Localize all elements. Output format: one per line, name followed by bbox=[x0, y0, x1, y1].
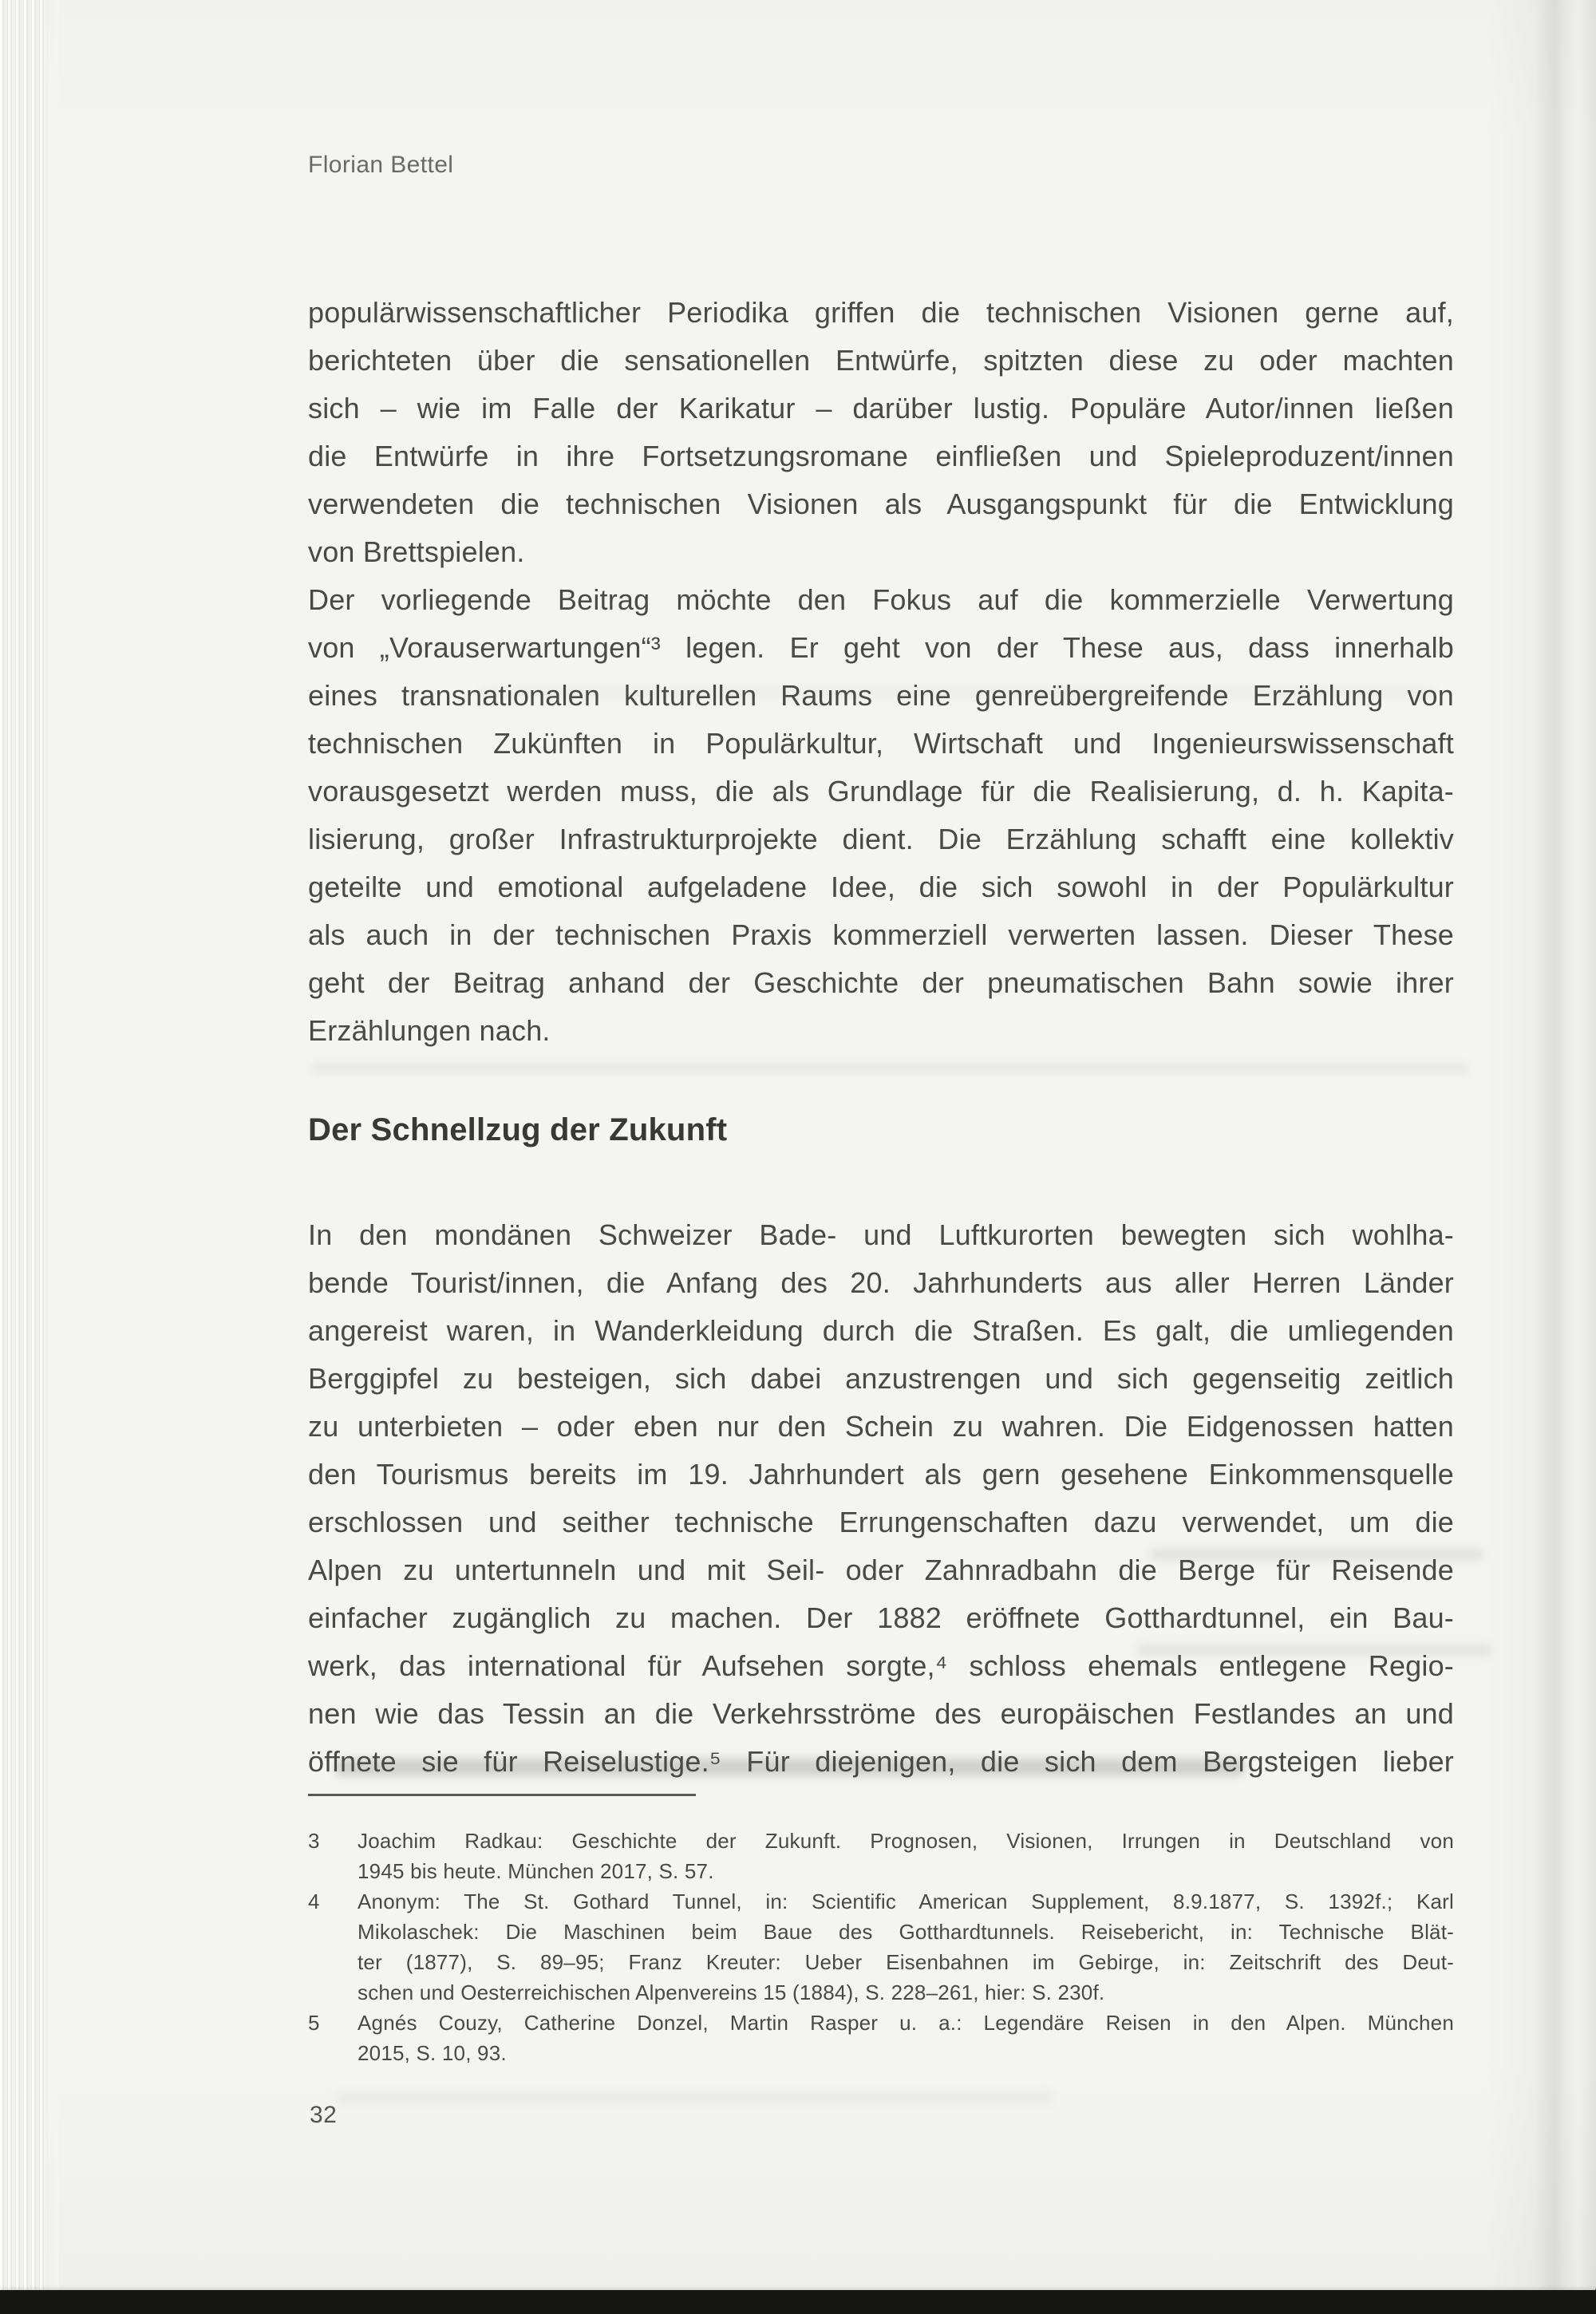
text-line: von „Vorauserwartungen“³ legen. Er geht von der These aus, dass innerhalb bbox=[308, 631, 1454, 664]
text-line: öffnete sie für Reiselustige.⁵ Für diejenigen, die sich dem Bergsteigen lieber bbox=[308, 1745, 1454, 1778]
footnote-line: Anonym: The St. Gothard Tunnel, in: Scientific American Supplement, 8.9.1877, S. 1392f.; Karl bbox=[358, 1890, 1454, 1913]
author-header: Florian Bettel bbox=[308, 152, 454, 178]
page-edge-stack bbox=[0, 0, 48, 2295]
text-line: zu unterbieten – oder eben nur den Schein zu wahren. Die Eidgenossen hatten bbox=[308, 1410, 1454, 1443]
text-line: die Entwürfe in ihre Fortsetzungsromane einfließen und Spieleproduzent/innen bbox=[308, 440, 1454, 472]
footnote-line: Joachim Radkau: Geschichte der Zukunft. Prognosen, Visionen, Irrungen in Deutschland von bbox=[358, 1829, 1454, 1853]
gutter-shadow bbox=[1484, 0, 1596, 2295]
text-line: einfacher zugänglich zu machen. Der 1882 eröffnete Gotthardtunnel, ein Bau- bbox=[308, 1601, 1454, 1634]
text-line: eines transnationalen kulturellen Raums eine genreübergreifende Erzählung von bbox=[308, 679, 1454, 712]
footnote-text bbox=[358, 1886, 1454, 2008]
text-line: vorausgesetzt werden muss, die als Grundlage für die Realisierung, d. h. Kapita- bbox=[308, 775, 1454, 808]
text-line: angereist waren, in Wanderkleidung durch die Straßen. Es galt, die umliegenden bbox=[308, 1314, 1454, 1347]
scanner-bed-strip bbox=[0, 2290, 1596, 2314]
text-line: In den mondänen Schweizer Bade- und Luftkurorten bewegten sich wohlha- bbox=[308, 1218, 1454, 1251]
footnote-line: 1945 bis heute. München 2017, S. 57. bbox=[358, 1859, 714, 1883]
text-line: als auch in der technischen Praxis kommerziell verwerten lassen. Dieser These bbox=[308, 918, 1454, 951]
footnote-line: 2015, S. 10, 93. bbox=[358, 2041, 507, 2065]
footnote-text bbox=[358, 1826, 1454, 1886]
footnote-rule bbox=[308, 1794, 696, 1796]
section-heading: Der Schnellzug der Zukunft bbox=[308, 1112, 728, 1147]
footnote-line: Mikolaschek: Die Maschinen beim Baue des Gotthardtunnels. Reisebericht, in: Technische Blät- bbox=[358, 1920, 1454, 1944]
text-line: geteilte und emotional aufgeladene Idee, die sich sowohl in der Populärkultur bbox=[308, 871, 1454, 903]
text-line: technischen Zukünften in Populärkultur, Wirtschaft und Ingenieurswissenschaft bbox=[308, 727, 1454, 760]
footnote-line: Agnés Couzy, Catherine Donzel, Martin Rasper u. a.: Legendäre Reisen in den Alpen. München bbox=[358, 2011, 1454, 2035]
text-line: geht der Beitrag anhand der Geschichte der pneumatischen Bahn sowie ihrer bbox=[308, 966, 1454, 999]
footnote-line: schen und Oesterreichischen Alpenvereins 15 (1884), S. 228–261, hier: S. 230f. bbox=[358, 1980, 1105, 2004]
footnote-line: ter (1877), S. 89–95; Franz Kreuter: Ueber Eisenbahnen im Gebirge, in: Zeitschrift des Deut- bbox=[358, 1950, 1454, 1974]
body-text-before-heading bbox=[308, 289, 1454, 1055]
text-line: sich – wie im Falle der Karikatur – darüber lustig. Populäre Autor/innen ließen bbox=[308, 392, 1454, 424]
body-text-after-heading bbox=[308, 1211, 1454, 1786]
text-line: verwendeten die technischen Visionen als Ausgangspunkt für die Entwicklung bbox=[308, 488, 1454, 520]
text-line: lisierung, großer Infrastrukturprojekte dient. Die Erzählung schafft eine kollektiv bbox=[308, 823, 1454, 855]
text-line: nen wie das Tessin an die Verkehrsströme des europäischen Festlandes an und bbox=[308, 1697, 1454, 1730]
text-line: erschlossen und seither technische Errungenschaften dazu verwendet, um die bbox=[308, 1506, 1454, 1538]
footnote bbox=[308, 1886, 1454, 2008]
text-line: von Brettspielen. bbox=[308, 535, 525, 568]
text-line: werk, das international für Aufsehen sorgte,⁴ schloss ehemals entlegene Regio- bbox=[308, 1649, 1454, 1682]
footnote-text bbox=[358, 2008, 1454, 2068]
text-line: bende Tourist/innen, die Anfang des 20. Jahrhunderts aus aller Herren Länder bbox=[308, 1266, 1454, 1299]
text-column bbox=[308, 0, 1454, 2295]
footnotes-block bbox=[308, 1826, 1454, 2068]
footnote-number: 3 bbox=[308, 1829, 320, 1853]
footnote bbox=[308, 2008, 1454, 2068]
text-line: berichteten über die sensationellen Entwürfe, spitzten diese zu oder machten bbox=[308, 344, 1454, 377]
text-line: den Tourismus bereits im 19. Jahrhundert als gern gesehene Einkommensquelle bbox=[308, 1458, 1454, 1491]
footnote-number: 4 bbox=[308, 1890, 320, 1913]
text-line: populärwissenschaftlicher Periodika griffen die technischen Visionen gerne auf, bbox=[308, 296, 1454, 329]
footnote bbox=[308, 1826, 1454, 1886]
text-line: Der vorliegende Beitrag möchte den Fokus auf die kommerzielle Verwertung bbox=[308, 583, 1454, 616]
page-number: 32 bbox=[310, 2102, 338, 2128]
text-line: Erzählungen nach. bbox=[308, 1014, 551, 1047]
text-line: Alpen zu untertunneln und mit Seil- oder Zahnradbahn die Berge für Reisende bbox=[308, 1554, 1454, 1586]
text-line: Berggipfel zu besteigen, sich dabei anzustrengen und sich gegenseitig zeitlich bbox=[308, 1362, 1454, 1395]
footnote-number: 5 bbox=[308, 2011, 320, 2035]
